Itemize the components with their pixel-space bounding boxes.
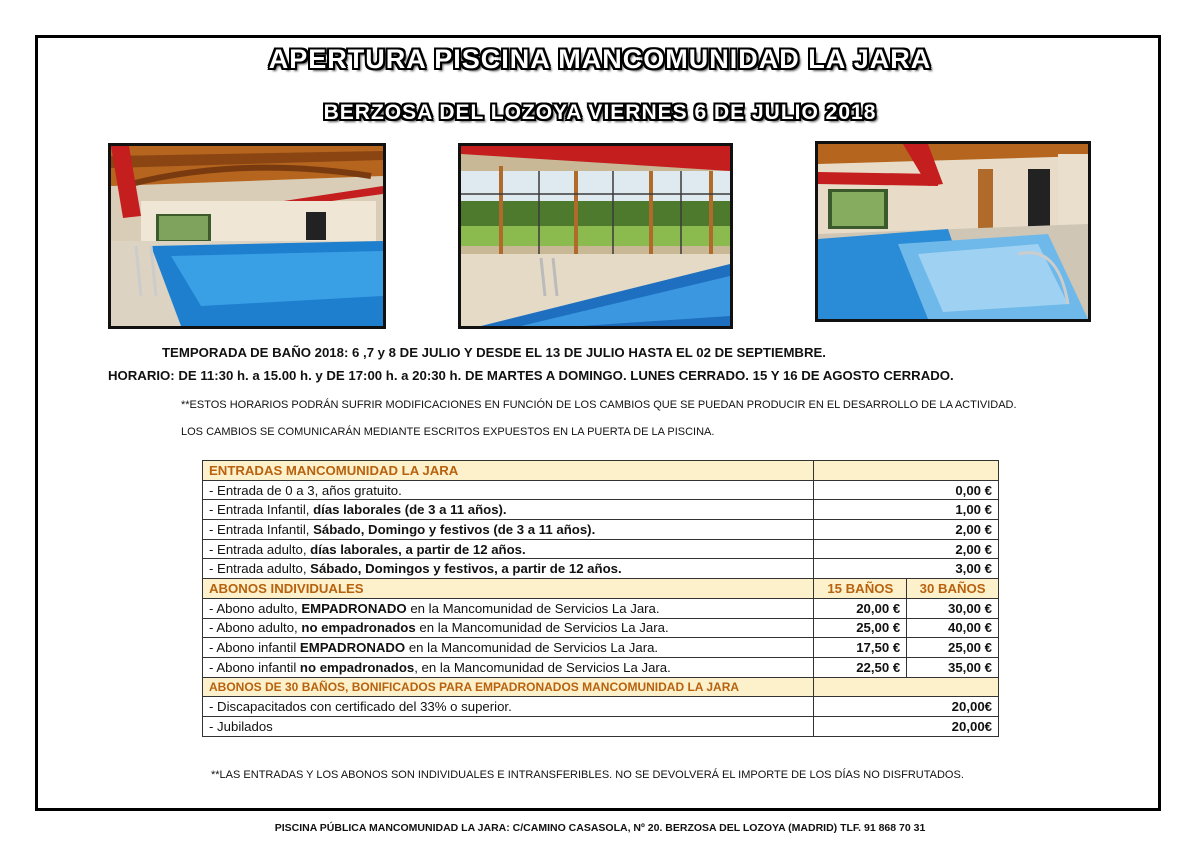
table-row: [203, 697, 999, 717]
abono-label: - Abono adulto, EMPADRONADO en la Mancomunidad de Servicios La Jara.: [203, 598, 814, 618]
table-row: [203, 559, 999, 579]
abono-price-15: 22,50 €: [814, 657, 907, 677]
table-row: [203, 618, 999, 638]
price-table: [202, 460, 999, 737]
abono-price-30: 30,00 €: [907, 598, 999, 618]
table-row: [203, 500, 999, 520]
pool-photo-3: [815, 141, 1091, 322]
abono-label: - Abono infantil EMPADRONADO en la Mancomunidad de Servicios La Jara.: [203, 638, 814, 658]
pool-photo-2: [458, 143, 733, 329]
entrada-label: - Entrada de 0 a 3, años gratuito.: [203, 480, 814, 500]
poster-subtitle: BERZOSA DEL LOZOYA VIERNES 6 DE JULIO 2018: [323, 101, 877, 124]
table-row: [203, 716, 999, 736]
pool-photo-1: [108, 143, 386, 329]
abono-price-30: 35,00 €: [907, 657, 999, 677]
entrada-label: - Entrada adulto, Sábado, Domingos y festivos, a partir de 12 años.: [203, 559, 814, 579]
table-row: [203, 657, 999, 677]
col-15-banos: 15 BAÑOS: [814, 579, 907, 599]
table-row: [203, 638, 999, 658]
abonos-header: ABONOS INDIVIDUALES: [203, 579, 814, 599]
bonificados-header-row: [203, 677, 999, 697]
entrada-label: - Entrada adulto, días laborales, a partir de 12 años.: [203, 539, 814, 559]
entrada-price: 0,00 €: [814, 480, 999, 500]
col-30-banos: 30 BAÑOS: [907, 579, 999, 599]
bonificado-price: 20,00€: [814, 716, 999, 736]
season-dates: TEMPORADA DE BAÑO 2018: 6 ,7 y 8 DE JULIO Y DESDE EL 13 DE JULIO HASTA EL 02 DE SEPTIEMBRE.: [162, 345, 826, 360]
bonificado-label: - Jubilados: [203, 716, 814, 736]
table-row: [203, 480, 999, 500]
abono-price-15: 20,00 €: [814, 598, 907, 618]
abono-label: - Abono adulto, no empadronados en la Mancomunidad de Servicios La Jara.: [203, 618, 814, 638]
table-footnote: **LAS ENTRADAS Y LOS ABONOS SON INDIVIDUALES E INTRANSFERIBLES. NO SE DEVOLVERÁ EL IMPORTE DE LOS DÍAS NO DISFRUTADOS.: [211, 769, 964, 781]
bonificado-price: 20,00€: [814, 697, 999, 717]
entrada-price: 3,00 €: [814, 559, 999, 579]
bonificados-header: ABONOS DE 30 BAÑOS, BONIFICADOS PARA EMPADRONADOS MANCOMUNIDAD LA JARA: [203, 677, 814, 697]
entrada-price: 2,00 €: [814, 539, 999, 559]
poster-title: APERTURA PISCINA MANCOMUNIDAD LA JARA: [268, 44, 932, 74]
schedule-note: **ESTOS HORARIOS PODRÁN SUFRIR MODIFICACIONES EN FUNCIÓN DE LOS CAMBIOS QUE SE PUEDAN PRODUCIR EN EL DESARROLLO DE LA ACTIVIDAD.: [181, 399, 1017, 411]
bonificado-label: - Discapacitados con certificado del 33% o superior.: [203, 697, 814, 717]
opening-hours: HORARIO: DE 11:30 h. a 15.00 h. y DE 17:00 h. a 20:30 h. DE MARTES A DOMINGO. LUNES CERRADO. 15 Y 16 DE AGOSTO CERRADO.: [108, 368, 954, 383]
entradas-header-row: [203, 461, 999, 481]
bonificados-header-empty: [814, 677, 999, 697]
entrada-price: 2,00 €: [814, 520, 999, 540]
abono-price-15: 25,00 €: [814, 618, 907, 638]
entrada-label: - Entrada Infantil, días laborales (de 3 a 11 años).: [203, 500, 814, 520]
abono-price-30: 25,00 €: [907, 638, 999, 658]
table-row: [203, 539, 999, 559]
abono-price-30: 40,00 €: [907, 618, 999, 638]
footer-address: PISCINA PÚBLICA MANCOMUNIDAD LA JARA: C/CAMINO CASASOLA, Nº 20. BERZOSA DEL LOZOYA (MADRID) TLF. 91 868 70 31: [274, 822, 926, 834]
abono-label: - Abono infantil no empadronados, en la Mancomunidad de Servicios La Jara.: [203, 657, 814, 677]
entradas-header: ENTRADAS MANCOMUNIDAD LA JARA: [203, 461, 814, 481]
entrada-label: - Entrada Infantil, Sábado, Domingo y festivos (de 3 a 11 años).: [203, 520, 814, 540]
abonos-header-row: [203, 579, 999, 599]
abono-price-15: 17,50 €: [814, 638, 907, 658]
entradas-header-empty: [814, 461, 999, 481]
entrada-price: 1,00 €: [814, 500, 999, 520]
table-row: [203, 598, 999, 618]
table-row: [203, 520, 999, 540]
changes-note: LOS CAMBIOS SE COMUNICARÁN MEDIANTE ESCRITOS EXPUESTOS EN LA PUERTA DE LA PISCINA.: [181, 426, 715, 438]
